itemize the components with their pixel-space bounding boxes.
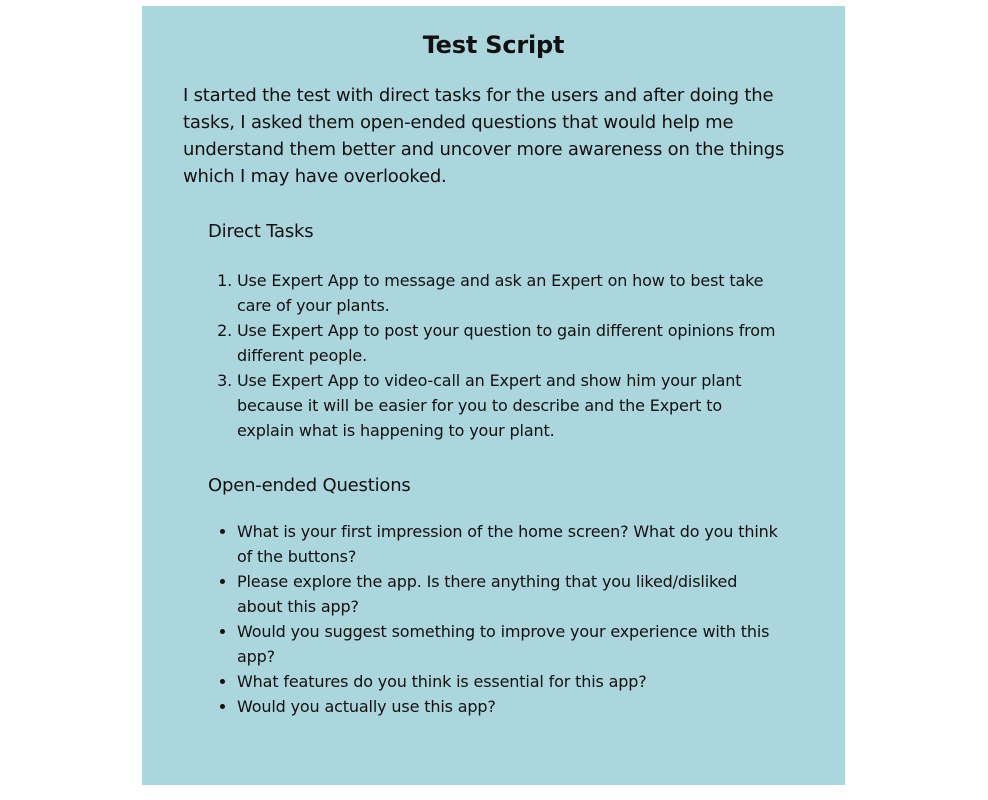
test-script-card xyxy=(142,6,845,785)
direct-tasks-heading: Direct Tasks xyxy=(208,221,314,242)
direct-task-item: 3. Use Expert App to video-call an Expert and show him your plant because it will be easier for you to describe and the Expert to explain what is happening to your plant. xyxy=(237,368,782,443)
open-question-item: • What features do you think is essential for this app? xyxy=(237,669,782,694)
open-questions-list xyxy=(237,519,782,719)
page-title: Test Script xyxy=(422,31,565,59)
open-question-item: • What is your first impression of the home screen? What do you think of the buttons? xyxy=(237,519,782,569)
direct-task-item: 2. Use Expert App to post your question to gain different opinions from different people. xyxy=(237,318,782,368)
direct-tasks-list xyxy=(237,268,782,443)
direct-task-item: 1. Use Expert App to message and ask an Expert on how to best take care of your plants. xyxy=(237,268,782,318)
open-question-item: • Would you actually use this app? xyxy=(237,694,782,719)
intro-paragraph: I started the test with direct tasks for the users and after doing the tasks, I asked them open-ended questions that would help me understand them better and uncover more awareness on the things which I may have overlooked. xyxy=(183,85,785,187)
open-question-item: • Please explore the app. Is there anything that you liked/disliked about this app? xyxy=(237,569,782,619)
open-questions-heading: Open-ended Questions xyxy=(208,475,411,496)
open-question-item: • Would you suggest something to improve your experience with this app? xyxy=(237,619,782,669)
